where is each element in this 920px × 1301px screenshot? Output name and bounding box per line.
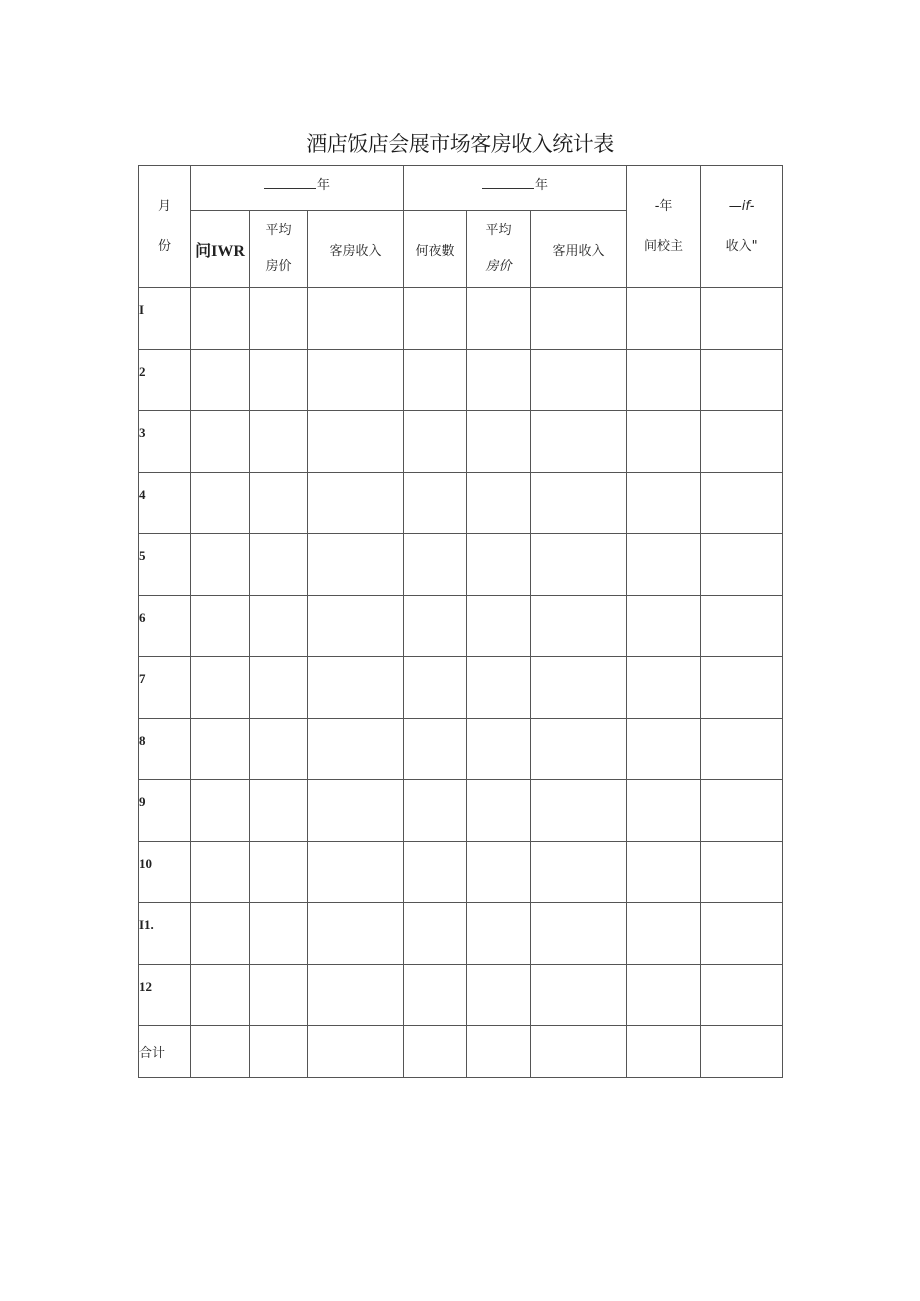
group2-col1-label: 何夜數 — [415, 243, 455, 259]
table-row — [139, 534, 783, 596]
data-cell — [627, 964, 701, 1026]
data-cell — [467, 657, 531, 719]
data-cell — [467, 718, 531, 780]
data-cell — [531, 718, 627, 780]
data-cell — [627, 657, 701, 719]
group2-col3-label: 客用收入 — [552, 243, 605, 259]
data-cell — [404, 780, 467, 842]
table-row — [139, 657, 783, 719]
data-cell — [467, 534, 531, 596]
month-cell — [139, 841, 191, 903]
data-cell — [308, 718, 404, 780]
group1-col3-header — [308, 211, 404, 288]
data-cell — [250, 288, 308, 350]
data-cell — [308, 534, 404, 596]
data-cell — [531, 411, 627, 473]
data-cell — [404, 841, 467, 903]
data-cell — [191, 472, 250, 534]
data-cell — [250, 718, 308, 780]
data-cell — [250, 657, 308, 719]
group2-col2-bottom: 房价 — [485, 259, 512, 274]
year-blank-2 — [482, 176, 534, 189]
group2-col1-header — [404, 211, 467, 288]
month-label: 3 — [139, 425, 146, 440]
group1-col2-bottom: 房价 — [265, 259, 292, 274]
data-cell — [191, 595, 250, 657]
month-cell — [139, 718, 191, 780]
data-cell — [701, 780, 783, 842]
group2-col2-top: 平均 — [485, 223, 512, 238]
table-row — [139, 841, 783, 903]
total-cell — [467, 1026, 531, 1078]
data-cell — [531, 349, 627, 411]
data-cell — [404, 595, 467, 657]
data-cell — [627, 349, 701, 411]
data-cell — [467, 472, 531, 534]
data-cell — [308, 657, 404, 719]
data-cell — [531, 964, 627, 1026]
month-cell — [139, 780, 191, 842]
revenue-stats-table — [138, 165, 783, 1078]
year-blank-1 — [264, 176, 316, 189]
data-cell — [250, 964, 308, 1026]
month-cell — [139, 472, 191, 534]
data-cell — [531, 657, 627, 719]
data-cell — [250, 411, 308, 473]
table-row — [139, 472, 783, 534]
data-cell — [308, 595, 404, 657]
data-cell — [191, 657, 250, 719]
month-label: I1. — [139, 917, 154, 932]
data-cell — [250, 472, 308, 534]
data-cell — [191, 349, 250, 411]
month-header-cell — [139, 166, 191, 288]
month-cell — [139, 534, 191, 596]
data-cell — [467, 595, 531, 657]
page-title: 酒店饭店会展市场客房收入统计表 — [306, 132, 614, 156]
year-group-2-suffix: 年 — [535, 178, 549, 193]
data-cell — [701, 595, 783, 657]
data-cell — [191, 288, 250, 350]
data-cell — [250, 780, 308, 842]
data-cell — [191, 534, 250, 596]
col7-header-cell — [627, 166, 701, 288]
year-group-2-header — [404, 166, 627, 211]
month-label: 4 — [139, 486, 146, 502]
group1-col2-top: 平均 — [265, 223, 292, 238]
data-cell — [308, 964, 404, 1026]
data-cell — [191, 841, 250, 903]
data-cell — [308, 841, 404, 903]
data-cell — [404, 472, 467, 534]
data-cell — [627, 841, 701, 903]
group2-col2-header — [467, 211, 531, 288]
data-cell — [191, 903, 250, 965]
data-cell — [467, 841, 531, 903]
month-cell — [139, 411, 191, 473]
table-row — [139, 964, 783, 1026]
data-cell — [404, 718, 467, 780]
data-cell — [701, 841, 783, 903]
data-cell — [467, 411, 531, 473]
data-cell — [627, 718, 701, 780]
data-cell — [404, 349, 467, 411]
data-cell — [404, 411, 467, 473]
month-cell — [139, 903, 191, 965]
data-cell — [191, 964, 250, 1026]
month-label: 7 — [139, 671, 146, 686]
month-label: 2 — [139, 363, 146, 379]
table-row — [139, 903, 783, 965]
data-cell — [531, 780, 627, 842]
data-cell — [531, 841, 627, 903]
month-cell — [139, 288, 191, 350]
month-label: 5 — [139, 548, 146, 563]
total-cell — [308, 1026, 404, 1078]
total-cell — [250, 1026, 308, 1078]
data-cell — [701, 411, 783, 473]
data-cell — [627, 411, 701, 473]
data-cell — [467, 964, 531, 1026]
table-row — [139, 718, 783, 780]
data-cell — [531, 903, 627, 965]
header-row-1 — [139, 166, 783, 211]
data-cell — [404, 657, 467, 719]
data-cell — [627, 534, 701, 596]
data-cell — [308, 411, 404, 473]
data-cell — [308, 349, 404, 411]
data-cell — [701, 349, 783, 411]
table-row — [139, 288, 783, 350]
data-cell — [701, 964, 783, 1026]
total-cell — [191, 1026, 250, 1078]
total-row — [139, 1026, 783, 1078]
year-group-1-suffix: 年 — [317, 178, 331, 193]
data-cell — [627, 288, 701, 350]
data-cell — [531, 288, 627, 350]
month-header-bottom: 份 — [157, 238, 171, 254]
data-cell — [250, 534, 308, 596]
col8-header-top: —if- — [728, 198, 755, 214]
col8-header-bottom: 收入" — [725, 238, 758, 254]
month-label: I — [139, 302, 145, 317]
group1-col3-label: 客房收入 — [329, 243, 382, 259]
data-cell — [531, 472, 627, 534]
data-cell — [627, 903, 701, 965]
month-header-top: 月 — [157, 198, 171, 214]
month-label: 12 — [139, 978, 152, 994]
month-label: 9 — [139, 794, 146, 809]
data-cell — [467, 903, 531, 965]
data-cell — [627, 472, 701, 534]
month-cell — [139, 349, 191, 411]
data-cell — [250, 841, 308, 903]
group1-col2-header — [250, 211, 308, 288]
year-group-1-header — [191, 166, 404, 211]
group2-col3-header — [531, 211, 627, 288]
col7-header-bottom: 间校主 — [644, 238, 684, 254]
data-cell — [701, 472, 783, 534]
data-cell — [531, 534, 627, 596]
data-cell — [701, 657, 783, 719]
data-cell — [627, 595, 701, 657]
data-cell — [191, 718, 250, 780]
data-cell — [467, 349, 531, 411]
data-cell — [467, 780, 531, 842]
total-cell — [404, 1026, 467, 1078]
col7-header-top: -年 — [654, 198, 673, 214]
data-cell — [250, 595, 308, 657]
total-label-cell — [139, 1026, 191, 1078]
data-cell — [404, 903, 467, 965]
month-label: 10 — [139, 855, 152, 871]
total-cell — [627, 1026, 701, 1078]
data-cell — [191, 411, 250, 473]
group1-col1-header — [191, 211, 250, 288]
table-row — [139, 595, 783, 657]
month-cell — [139, 657, 191, 719]
data-cell — [627, 780, 701, 842]
table-row — [139, 349, 783, 411]
month-label: 6 — [139, 609, 146, 625]
table-row — [139, 411, 783, 473]
data-cell — [308, 903, 404, 965]
data-cell — [250, 349, 308, 411]
data-cell — [701, 534, 783, 596]
month-cell — [139, 595, 191, 657]
data-cell — [308, 288, 404, 350]
total-cell — [531, 1026, 627, 1078]
data-cell — [404, 288, 467, 350]
total-label: 合计 — [139, 1046, 166, 1061]
data-cell — [308, 472, 404, 534]
group1-col1-label: 问IWR — [195, 242, 245, 260]
month-rows — [139, 288, 783, 1026]
data-cell — [308, 780, 404, 842]
data-cell — [701, 288, 783, 350]
data-cell — [701, 718, 783, 780]
month-cell — [139, 964, 191, 1026]
col8-header-cell — [701, 166, 783, 288]
data-cell — [701, 903, 783, 965]
total-cell — [701, 1026, 783, 1078]
data-cell — [404, 534, 467, 596]
data-cell — [467, 288, 531, 350]
data-cell — [250, 903, 308, 965]
data-cell — [404, 964, 467, 1026]
table-row — [139, 780, 783, 842]
data-cell — [191, 780, 250, 842]
month-label: 8 — [139, 732, 146, 748]
data-cell — [531, 595, 627, 657]
